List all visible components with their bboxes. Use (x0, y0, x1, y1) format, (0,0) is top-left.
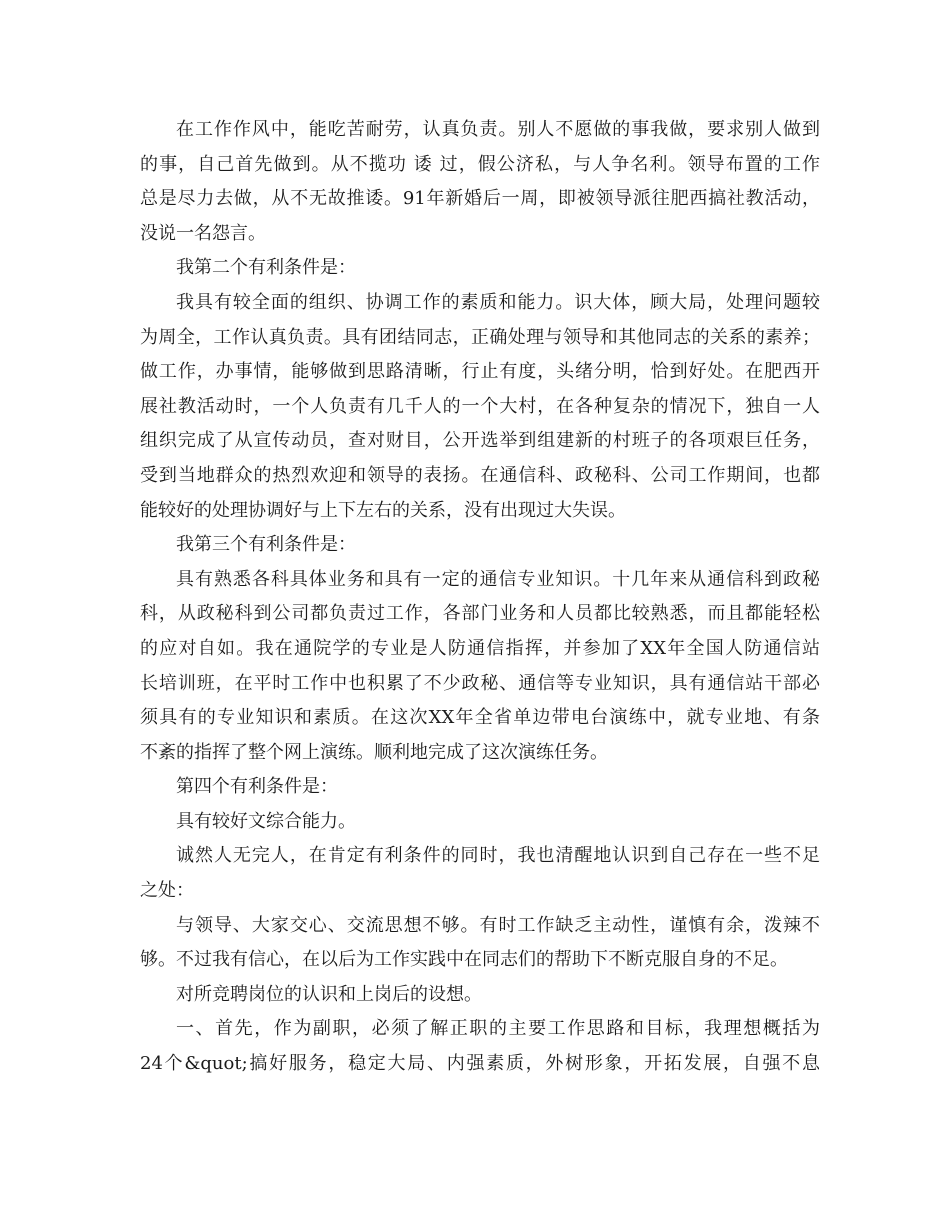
text-line: 够。不过我有信心，在以后为工作实践中在同志们的帮助下不断克服自身的不足。 (140, 949, 788, 971)
text-line: 第四个有利条件是： (176, 776, 338, 798)
text-line: 在工作作风中，能吃苦耐劳，认真负责。别人不愿做的事我做，要求别人做到 (176, 119, 820, 140)
text-line: 受到当地群众的热烈欢迎和领导的表扬。在通信科、政秘科、公司工作期间，也都 (140, 464, 820, 486)
text-line: 总是尽力去做，从不无故推诿。91年新婚后一周，即被领导派往肥西搞社教活动， (140, 188, 820, 210)
text-line: 长培训班，在平时工作中也积累了不少政秘、通信等专业知识，具有通信站干部必 (140, 672, 820, 694)
text-line: 展社教活动时，一个人负责有几千人的一个大村，在各种复杂的情况下，独自一人 (140, 395, 820, 417)
text-line: 对所竞聘岗位的认识和上岗后的设想。 (176, 983, 482, 1005)
document-body (140, 113, 820, 1082)
text-line: 能较好的处理协调好与上下左右的关系，没有出现过大失误。 (140, 499, 626, 521)
text-line: 不紊的指挥了整个网上演练。顺利地完成了这次演练任务。 (140, 741, 608, 763)
text-line: 诚然人无完人，在肯定有利条件的同时，我也清醒地认识到自己存在一些不足 (176, 845, 820, 867)
text-line: 一、首先，作为副职，必须了解正职的主要工作思路和目标，我理想概括为 (176, 1018, 820, 1040)
text-line: 具有较好文综合能力。 (176, 810, 356, 832)
text-line: 与领导、大家交心、交流思想不够。有时工作缺乏主动性，谨慎有余，泼辣不 (176, 914, 820, 936)
text-line: 没说一名怨言。 (140, 222, 266, 244)
text-line: 的事，自己首先做到。从不揽功 诿 过，假公济私，与人争名利。领导布置的工作 (140, 153, 820, 175)
text-line: 为周全，工作认真负责。具有团结同志，正确处理与领导和其他同志的关系的素养； (140, 326, 820, 348)
text-line: 我第三个有利条件是： (176, 534, 356, 556)
text-line: 24个&quot;搞好服务，稳定大局、内强素质，外树形象，开拓发展，自强不息 (140, 1053, 820, 1075)
text-line: 之处： (140, 880, 194, 902)
text-line: 做工作，办事情，能够做到思路清晰，行止有度，头绪分明，恰到好处。在肥西开 (140, 361, 820, 383)
text-line: 须具有的专业知识和素质。在这次XX年全省单边带电台演练中，就专业地、有条 (140, 707, 820, 729)
text-line: 我第二个有利条件是： (176, 257, 356, 279)
text-line: 我具有较全面的组织、协调工作的素质和能力。识大体，顾大局，处理问题较 (176, 291, 820, 313)
text-line: 科，从政秘科到公司都负责过工作，各部门业务和人员都比较熟悉，而且都能轻松 (140, 603, 820, 625)
text-line: 的应对自如。我在通院学的专业是人防通信指挥，并参加了XX年全国人防通信站 (140, 637, 820, 659)
text-line: 组织完成了从宣传动员，查对财目，公开选举到组建新的村班子的各项艰巨任务， (140, 430, 820, 452)
text-line: 具有熟悉各科具体业务和具有一定的通信专业知识。十几年来从通信科到政秘 (176, 568, 820, 590)
